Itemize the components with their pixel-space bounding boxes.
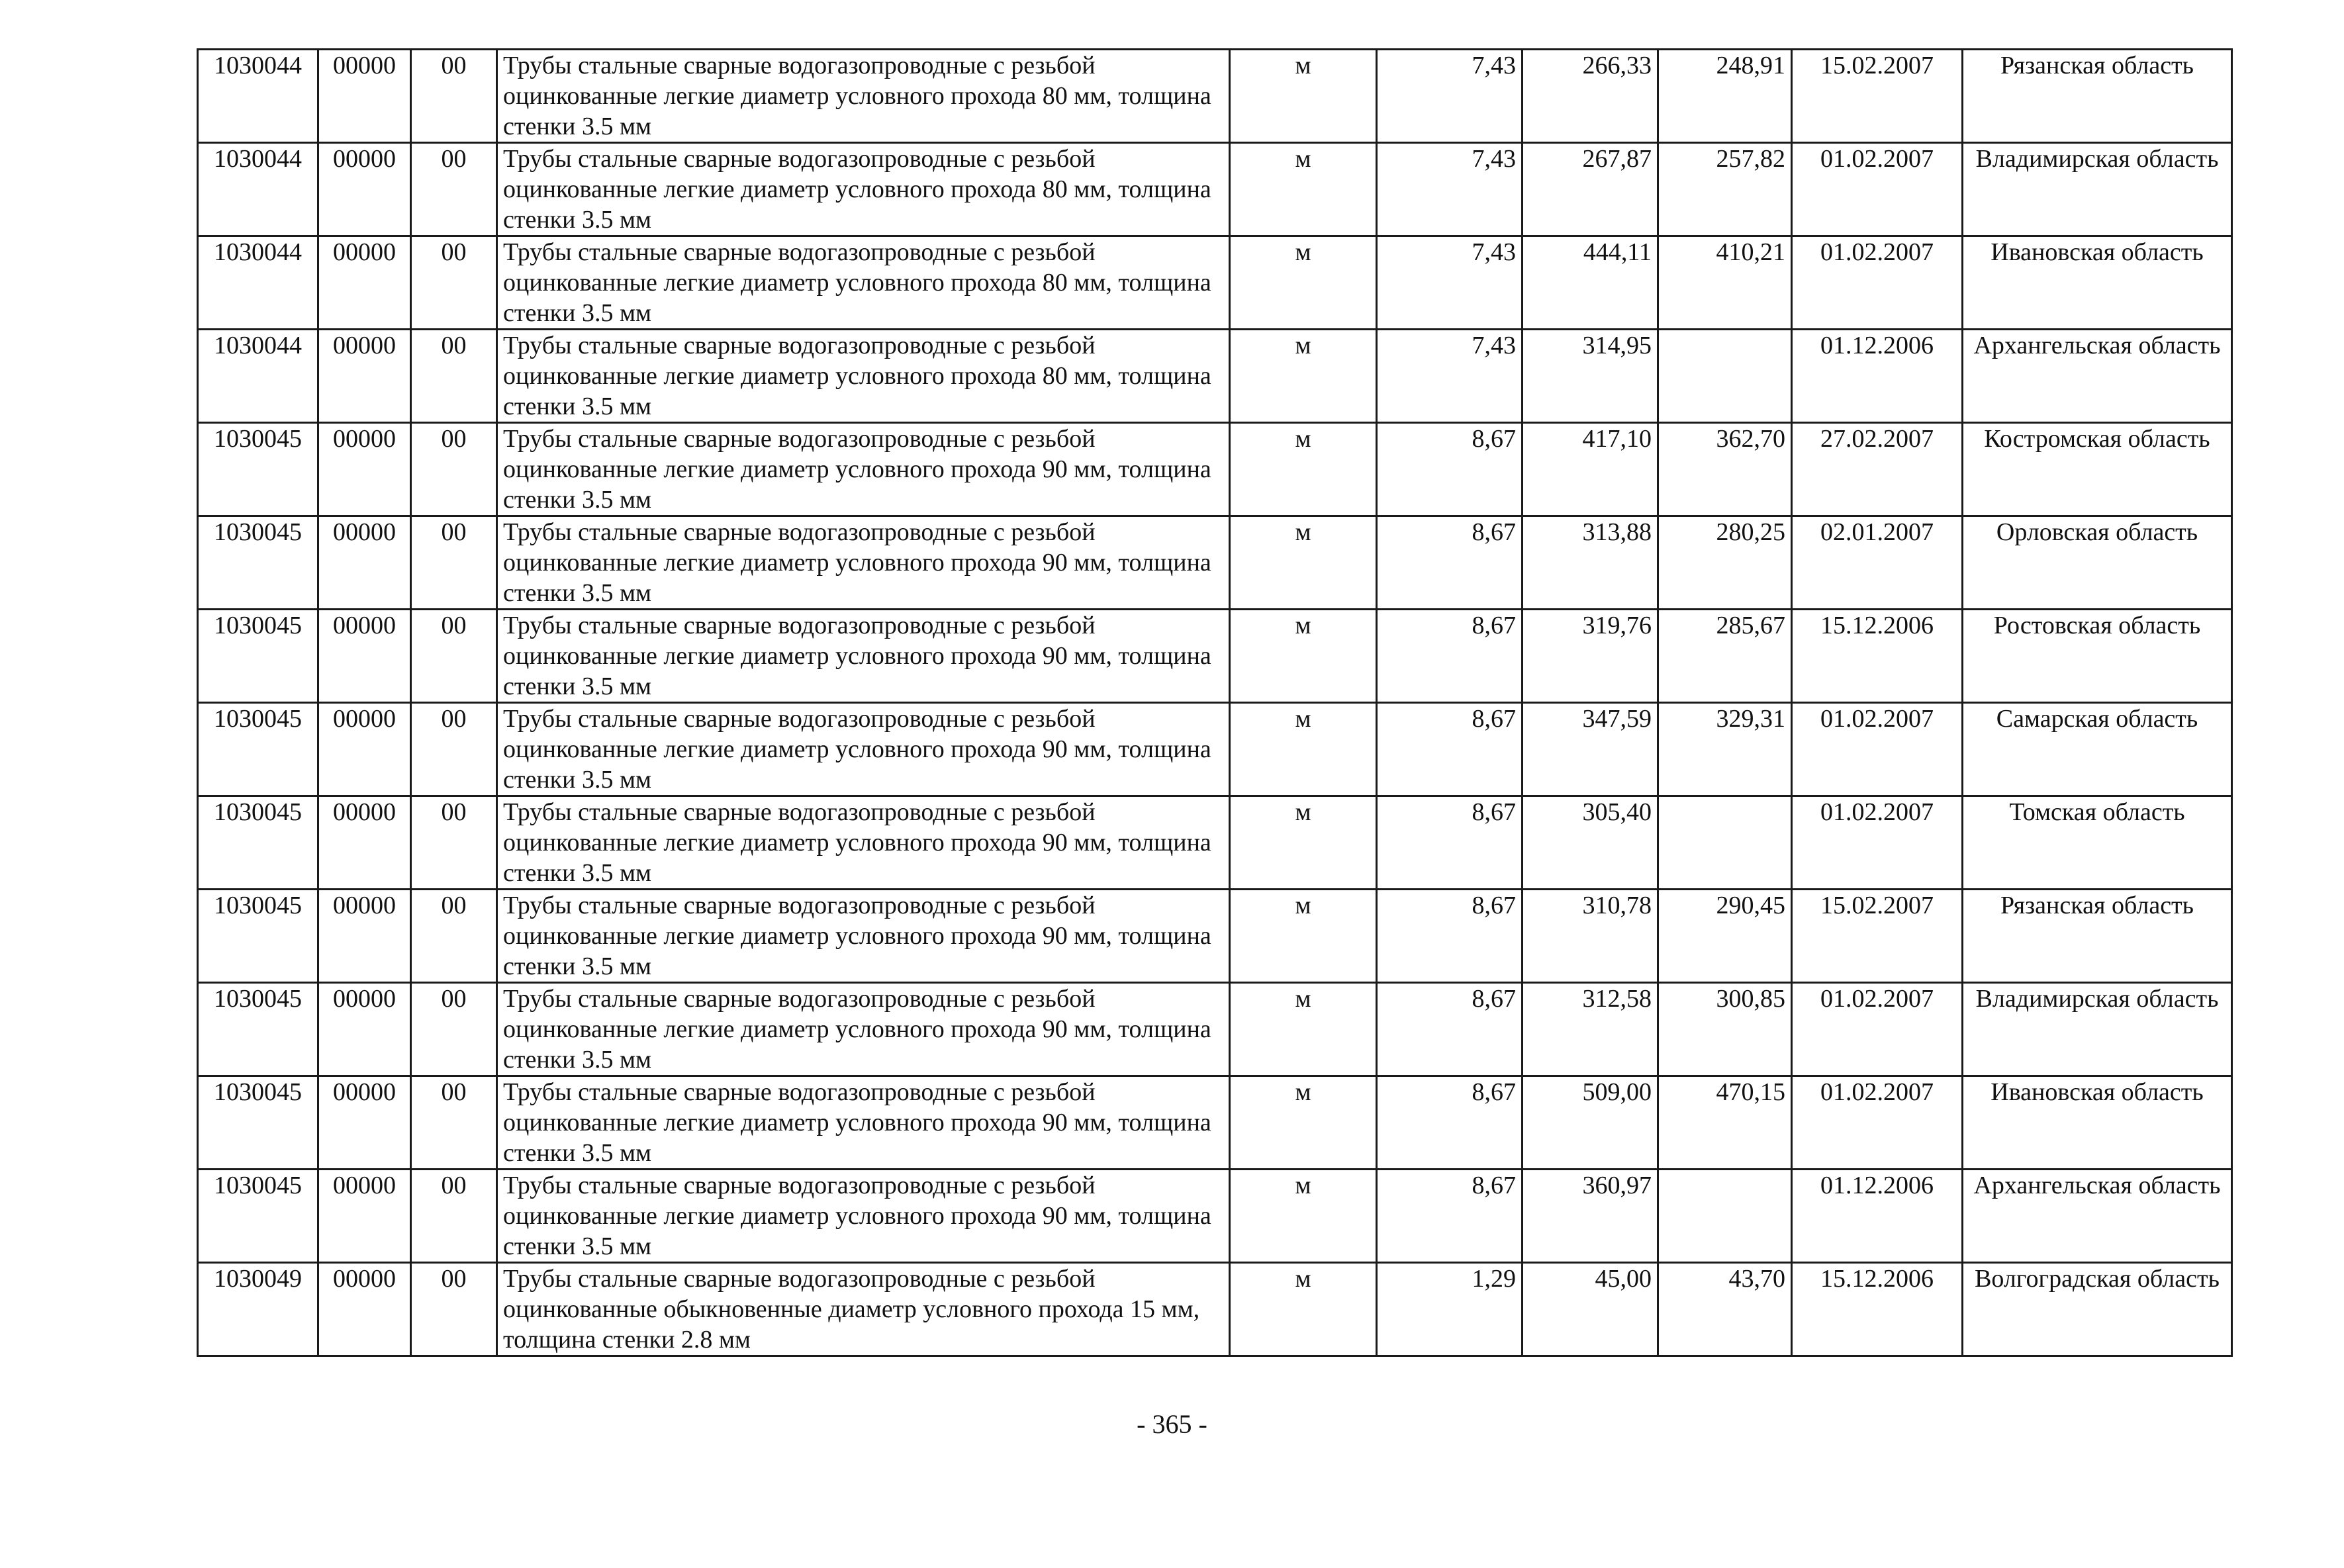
cell-price-net: 362,70 (1658, 423, 1792, 516)
cell-date: 01.02.2007 (1792, 1076, 1963, 1170)
cell-weight: 8,67 (1377, 796, 1523, 890)
cell-subcode: 00000 (318, 796, 411, 890)
cell-extcode: 00 (411, 423, 497, 516)
cell-region: Владимирская область (1963, 983, 2232, 1076)
cell-name: Трубы стальные сварные водогазопроводные с резьбой оцинкованные легкие диаметр условного прохода 90 мм, толщина стенки 3.5 мм (497, 983, 1230, 1076)
cell-price-net: 43,70 (1658, 1263, 1792, 1356)
cell-price-net (1658, 330, 1792, 423)
cell-price-net: 300,85 (1658, 983, 1792, 1076)
cell-code: 1030045 (198, 983, 318, 1076)
cell-region: Волгоградская область (1963, 1263, 2232, 1356)
cell-date: 02.01.2007 (1792, 516, 1963, 610)
cell-price-total: 312,58 (1523, 983, 1658, 1076)
cell-date: 01.02.2007 (1792, 703, 1963, 796)
cell-extcode: 00 (411, 703, 497, 796)
cell-price-net: 290,45 (1658, 890, 1792, 983)
cell-unit: м (1230, 610, 1377, 703)
cell-unit: м (1230, 143, 1377, 236)
cell-price-total: 305,40 (1523, 796, 1658, 890)
cell-extcode: 00 (411, 50, 497, 143)
cell-unit: м (1230, 516, 1377, 610)
cell-code: 1030045 (198, 796, 318, 890)
cell-extcode: 00 (411, 890, 497, 983)
cell-price-net (1658, 1170, 1792, 1263)
cell-name: Трубы стальные сварные водогазопроводные с резьбой оцинкованные легкие диаметр условного прохода 90 мм, толщина стенки 3.5 мм (497, 423, 1230, 516)
table-row (198, 983, 2232, 1076)
cell-subcode: 00000 (318, 1263, 411, 1356)
cell-name: Трубы стальные сварные водогазопроводные с резьбой оцинкованные легкие диаметр условного прохода 90 мм, толщина стенки 3.5 мм (497, 1170, 1230, 1263)
cell-code: 1030045 (198, 516, 318, 610)
cell-extcode: 00 (411, 796, 497, 890)
cell-unit: м (1230, 1263, 1377, 1356)
cell-extcode: 00 (411, 983, 497, 1076)
cell-name: Трубы стальные сварные водогазопроводные с резьбой оцинкованные легкие диаметр условного прохода 90 мм, толщина стенки 3.5 мм (497, 796, 1230, 890)
cell-extcode: 00 (411, 1263, 497, 1356)
table-row (198, 703, 2232, 796)
cell-subcode: 00000 (318, 330, 411, 423)
table-row (198, 236, 2232, 330)
cell-subcode: 00000 (318, 50, 411, 143)
cell-weight: 8,67 (1377, 516, 1523, 610)
cell-region: Ростовская область (1963, 610, 2232, 703)
cell-name: Трубы стальные сварные водогазопроводные с резьбой оцинкованные легкие диаметр условного прохода 80 мм, толщина стенки 3.5 мм (497, 330, 1230, 423)
cell-weight: 7,43 (1377, 330, 1523, 423)
cell-region: Ивановская область (1963, 1076, 2232, 1170)
cell-subcode: 00000 (318, 1076, 411, 1170)
table-row (198, 516, 2232, 610)
cell-name: Трубы стальные сварные водогазопроводные с резьбой оцинкованные легкие диаметр условного прохода 90 мм, толщина стенки 3.5 мм (497, 703, 1230, 796)
table-row (198, 796, 2232, 890)
cell-weight: 1,29 (1377, 1263, 1523, 1356)
cell-date: 01.02.2007 (1792, 796, 1963, 890)
cell-extcode: 00 (411, 516, 497, 610)
cell-extcode: 00 (411, 1076, 497, 1170)
cell-price-total: 310,78 (1523, 890, 1658, 983)
cell-weight: 8,67 (1377, 1076, 1523, 1170)
cell-code: 1030045 (198, 423, 318, 516)
cell-date: 01.12.2006 (1792, 330, 1963, 423)
cell-name: Трубы стальные сварные водогазопроводные с резьбой оцинкованные обыкновенные диаметр условного прохода 15 мм, толщина стенки 2.8 мм (497, 1263, 1230, 1356)
table-row (198, 1263, 2232, 1356)
cell-price-net: 329,31 (1658, 703, 1792, 796)
cell-subcode: 00000 (318, 1170, 411, 1263)
cell-unit: м (1230, 796, 1377, 890)
table-body (198, 50, 2232, 1356)
cell-name: Трубы стальные сварные водогазопроводные с резьбой оцинкованные легкие диаметр условного прохода 80 мм, толщина стенки 3.5 мм (497, 50, 1230, 143)
cell-region: Костромская область (1963, 423, 2232, 516)
cell-region: Ивановская область (1963, 236, 2232, 330)
cell-subcode: 00000 (318, 143, 411, 236)
cell-weight: 8,67 (1377, 983, 1523, 1076)
page-number: - 365 - (1137, 1409, 1207, 1439)
cell-price-net: 470,15 (1658, 1076, 1792, 1170)
cell-price-total: 266,33 (1523, 50, 1658, 143)
cell-unit: м (1230, 703, 1377, 796)
cell-extcode: 00 (411, 236, 497, 330)
cell-name: Трубы стальные сварные водогазопроводные с резьбой оцинкованные легкие диаметр условного прохода 90 мм, толщина стенки 3.5 мм (497, 890, 1230, 983)
cell-subcode: 00000 (318, 236, 411, 330)
cell-name: Трубы стальные сварные водогазопроводные с резьбой оцинкованные легкие диаметр условного прохода 90 мм, толщина стенки 3.5 мм (497, 610, 1230, 703)
cell-price-total: 444,11 (1523, 236, 1658, 330)
cell-subcode: 00000 (318, 890, 411, 983)
cell-code: 1030044 (198, 143, 318, 236)
cell-code: 1030044 (198, 330, 318, 423)
cell-name: Трубы стальные сварные водогазопроводные с резьбой оцинкованные легкие диаметр условного прохода 80 мм, толщина стенки 3.5 мм (497, 143, 1230, 236)
cell-weight: 8,67 (1377, 423, 1523, 516)
cell-date: 15.12.2006 (1792, 1263, 1963, 1356)
table-row (198, 423, 2232, 516)
cell-extcode: 00 (411, 610, 497, 703)
cell-region: Рязанская область (1963, 50, 2232, 143)
cell-unit: м (1230, 50, 1377, 143)
cell-date: 15.02.2007 (1792, 890, 1963, 983)
table-row (198, 143, 2232, 236)
cell-extcode: 00 (411, 330, 497, 423)
cell-unit: м (1230, 236, 1377, 330)
cell-price-net: 257,82 (1658, 143, 1792, 236)
cell-code: 1030045 (198, 1170, 318, 1263)
cell-unit: м (1230, 890, 1377, 983)
cell-code: 1030044 (198, 50, 318, 143)
table-row (198, 890, 2232, 983)
cell-region: Рязанская область (1963, 890, 2232, 983)
cell-price-total: 313,88 (1523, 516, 1658, 610)
cell-name: Трубы стальные сварные водогазопроводные с резьбой оцинкованные легкие диаметр условного прохода 90 мм, толщина стенки 3.5 мм (497, 1076, 1230, 1170)
cell-price-net: 248,91 (1658, 50, 1792, 143)
table-row (198, 330, 2232, 423)
cell-unit: м (1230, 1076, 1377, 1170)
cell-subcode: 00000 (318, 610, 411, 703)
cell-extcode: 00 (411, 1170, 497, 1263)
table-row (198, 50, 2232, 143)
cell-weight: 7,43 (1377, 50, 1523, 143)
cell-price-net: 410,21 (1658, 236, 1792, 330)
cell-region: Орловская область (1963, 516, 2232, 610)
cell-price-total: 509,00 (1523, 1076, 1658, 1170)
cell-date: 01.12.2006 (1792, 1170, 1963, 1263)
cell-price-total: 314,95 (1523, 330, 1658, 423)
cell-weight: 8,67 (1377, 1170, 1523, 1263)
cell-weight: 8,67 (1377, 890, 1523, 983)
cell-code: 1030045 (198, 890, 318, 983)
cell-price-total: 347,59 (1523, 703, 1658, 796)
cell-code: 1030045 (198, 610, 318, 703)
cell-unit: м (1230, 423, 1377, 516)
cell-region: Архангельская область (1963, 330, 2232, 423)
cell-subcode: 00000 (318, 983, 411, 1076)
cell-unit: м (1230, 330, 1377, 423)
cell-name: Трубы стальные сварные водогазопроводные с резьбой оцинкованные легкие диаметр условного прохода 90 мм, толщина стенки 3.5 мм (497, 516, 1230, 610)
cell-subcode: 00000 (318, 423, 411, 516)
cell-date: 27.02.2007 (1792, 423, 1963, 516)
cell-date: 01.02.2007 (1792, 143, 1963, 236)
price-table (197, 48, 2233, 1357)
cell-price-net (1658, 796, 1792, 890)
cell-date: 15.12.2006 (1792, 610, 1963, 703)
cell-weight: 7,43 (1377, 236, 1523, 330)
cell-code: 1030049 (198, 1263, 318, 1356)
cell-price-total: 360,97 (1523, 1170, 1658, 1263)
cell-region: Архангельская область (1963, 1170, 2232, 1263)
cell-price-net: 280,25 (1658, 516, 1792, 610)
cell-price-total: 417,10 (1523, 423, 1658, 516)
cell-code: 1030045 (198, 1076, 318, 1170)
cell-name: Трубы стальные сварные водогазопроводные с резьбой оцинкованные легкие диаметр условного прохода 80 мм, толщина стенки 3.5 мм (497, 236, 1230, 330)
cell-date: 01.02.2007 (1792, 983, 1963, 1076)
cell-code: 1030045 (198, 703, 318, 796)
cell-code: 1030044 (198, 236, 318, 330)
table-row (198, 1076, 2232, 1170)
cell-subcode: 00000 (318, 703, 411, 796)
cell-weight: 8,67 (1377, 703, 1523, 796)
cell-region: Томская область (1963, 796, 2232, 890)
cell-unit: м (1230, 1170, 1377, 1263)
cell-price-total: 45,00 (1523, 1263, 1658, 1356)
cell-date: 01.02.2007 (1792, 236, 1963, 330)
cell-weight: 7,43 (1377, 143, 1523, 236)
cell-unit: м (1230, 983, 1377, 1076)
cell-extcode: 00 (411, 143, 497, 236)
cell-region: Самарская область (1963, 703, 2232, 796)
cell-date: 15.02.2007 (1792, 50, 1963, 143)
cell-region: Владимирская область (1963, 143, 2232, 236)
table-row (198, 1170, 2232, 1263)
table-row (198, 610, 2232, 703)
cell-price-total: 267,87 (1523, 143, 1658, 236)
cell-price-net: 285,67 (1658, 610, 1792, 703)
cell-weight: 8,67 (1377, 610, 1523, 703)
cell-subcode: 00000 (318, 516, 411, 610)
cell-price-total: 319,76 (1523, 610, 1658, 703)
